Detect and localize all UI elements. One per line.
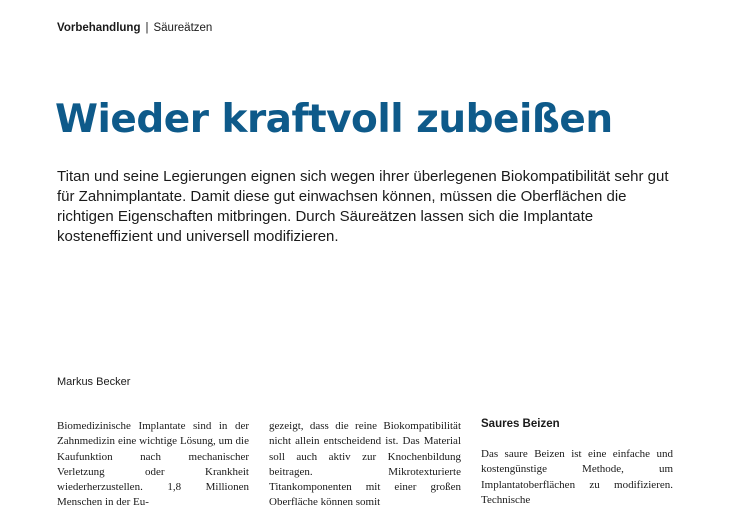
header-section: Vorbehandlung [57, 22, 141, 34]
body-column-2: gezeigt, dass die reine Biokompatibilität nicht allein entscheidend ist. Das Material soll auch aktiv zur Knochenbildung beitragen. Mikrotexturierte Titankomponenten mit einer großen Oberfläche können somit [269, 420, 461, 509]
author-byline: Markus Becker [57, 376, 131, 388]
body-column-3: Das saure Beizen ist eine einfache und kostengünstige Methode, um Implantatoberflächen zu modifizieren. Technische [481, 448, 673, 506]
running-header [57, 22, 212, 34]
header-topic: Säureätzen [153, 22, 213, 34]
header-separator: | [145, 22, 149, 34]
article-title: Wieder kraftvoll zubeißen [55, 97, 613, 142]
lead-paragraph: Titan und seine Legierungen eignen sich wegen ihrer überlegenen Biokompatibilität sehr gut für Zahnimplantate. Damit diese gut einwachsen können, müssen die Oberflächen die richtigen Eigenschaften mitbringen. Durch Säureätzen lassen sich die Implantate kosteneffizient und universell modifizieren. [57, 168, 669, 245]
subheading-saures-beizen: Saures Beizen [481, 418, 560, 430]
body-column-1: Biomedizinische Implantate sind in der Zahnmedizin eine wichtige Lösung, um die Kaufunktion nach mechanischer Verletzung oder Krankheit wiederherzustellen. 1,8 Millionen Menschen in der Eu- [57, 420, 249, 509]
